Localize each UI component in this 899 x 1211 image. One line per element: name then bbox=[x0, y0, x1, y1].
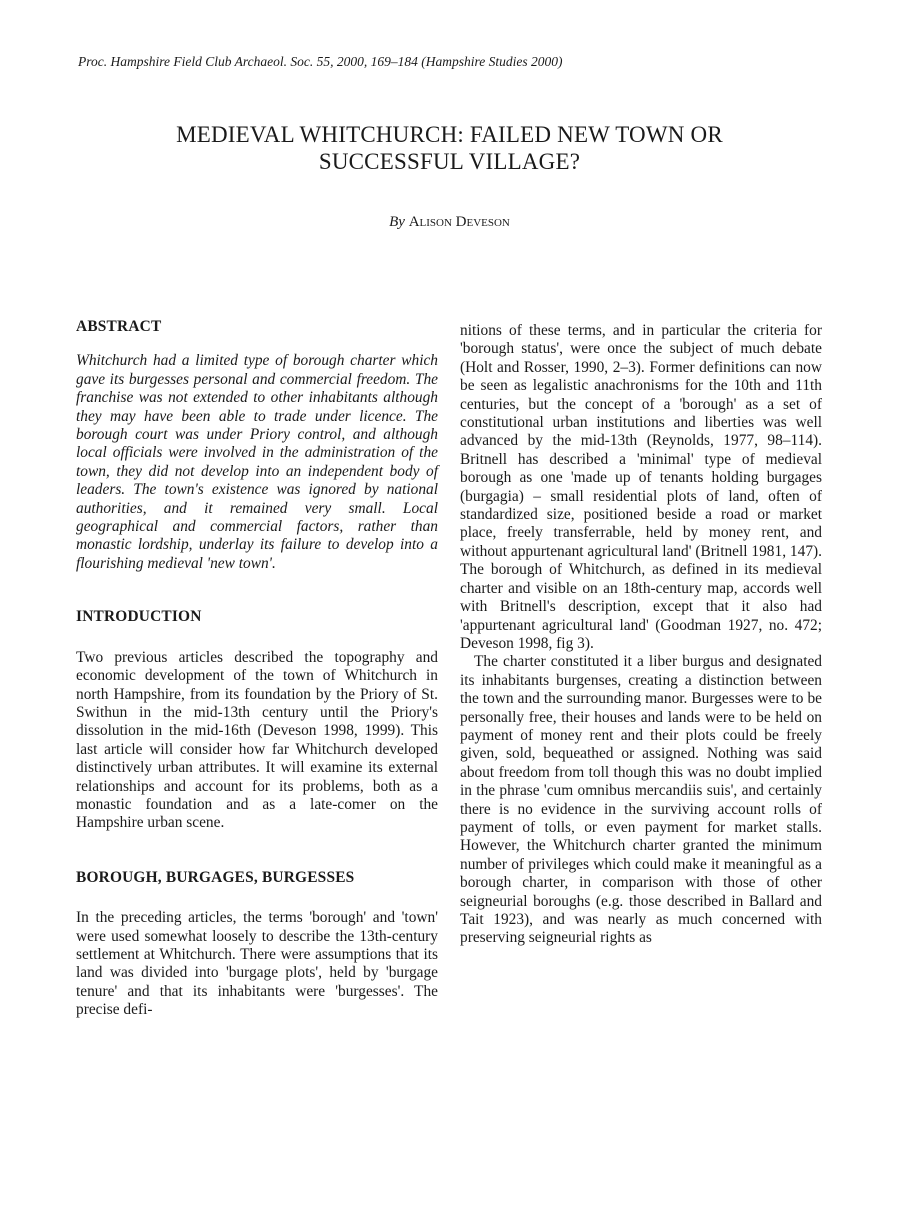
title-line-1: MEDIEVAL WHITCHURCH: FAILED NEW TOWN OR bbox=[176, 122, 723, 147]
byline bbox=[0, 214, 899, 231]
article-title bbox=[0, 121, 899, 175]
author-name: Alison Deveson bbox=[408, 214, 510, 230]
borough-text-right-2: The charter constituted it a liber burgus and designated its inhabitants burgenses, creating a distinction between the town and the surrounding manor. Burgesses were to be personally free, their houses and lands were to be held on payment of money rent and their plots could be freely given, sold, bequeathed or assigned. Nothing was said about freedom from toll though this was no doubt implied in the phrase 'cum omnibus mercandiis suis', and certainly there is no evidence in the surviving account rolls of payment of tolls, or even payment for market stalls. However, the Whitchurch charter granted the minimum number of privileges which could make it meaningful as a borough charter, in comparison with those of other seigneurial boroughs (e.g. those described in Ballard and Tait 1923), and was nearly as much concerned with preserving seigneurial rights as bbox=[460, 653, 822, 947]
abstract-heading: ABSTRACT bbox=[76, 318, 162, 335]
introduction-text: Two previous articles described the topography and economic development of the town of Whitchurch in north Hampshire, from its foundation by the Priory of St. Swithun in the mid-13th century until the Priory's dissolution in the mid-16th (Deveson 1998, 1999). This last article will consider how far Whitchurch developed distinctively urban attributes. It will examine its external relationships and account for its problems, both as a monastic foundation and as a late-comer on the Hampshire urban scene. bbox=[76, 648, 438, 832]
borough-text-left: In the preceding articles, the terms 'borough' and 'town' were used somewhat loosely to describe the 13th-century settlement at Whitchurch. There were assumptions that its land was divided into 'burgage plots', held by 'burgage tenure' and that its inhabitants were 'burgesses'. The precise defi- bbox=[76, 909, 438, 1019]
right-column bbox=[460, 322, 822, 948]
title-line-2: SUCCESSFUL VILLAGE? bbox=[318, 149, 581, 174]
byline-by: By bbox=[389, 214, 405, 230]
journal-citation: Proc. Hampshire Field Club Archaeol. Soc. 55, 2000, 169–184 (Hampshire Studies 2000) bbox=[78, 54, 563, 69]
left-column bbox=[76, 318, 438, 1020]
abstract-text: Whitchurch had a limited type of borough charter which gave its burgesses personal and commercial freedom. The franchise was not extended to other inhabitants although they may have been able to trade under licence. The borough court was under Priory control, and although local officials were involved in the administration of the town, they did not develop into an independent body of leaders. The town's existence was ignored by national authorities, and it remained very small. Local geographical and commercial factors, rather than monastic lordship, underlay its failure to develop into a flourishing medieval 'new town'. bbox=[76, 352, 438, 572]
introduction-heading: INTRODUCTION bbox=[76, 608, 202, 626]
borough-text-right-1: nitions of these terms, and in particular the criteria for 'borough status', were once the subject of much debate (Holt and Rosser, 1990, 2–3). Former definitions can now be seen as legalistic anachronisms for the 10th and 11th centuries, but the concept of a 'borough' as a set of constitutional urban institutions and liberties was well advanced by the mid-13th (Reynolds, 1977, 98–114). Britnell has described a 'minimal' type of medieval borough as one 'made up of tenants holding burgages (burgagia) – small residential plots of land, often of standardized size, positioned beside a road or market place, freely transferrable, held by money rent, and without appurtenant agricultural land' (Britnell 1981, 147). The borough of Whitchurch, as defined in its medieval charter and visible on an 18th-century map, accords well with Britnell's description, except that it also had 'appurtenant agricultural land' (Goodman 1927, no. 472; Deveson 1998, fig 3). bbox=[460, 322, 822, 652]
borough-heading: BOROUGH, BURGAGES, BURGESSES bbox=[76, 868, 355, 886]
